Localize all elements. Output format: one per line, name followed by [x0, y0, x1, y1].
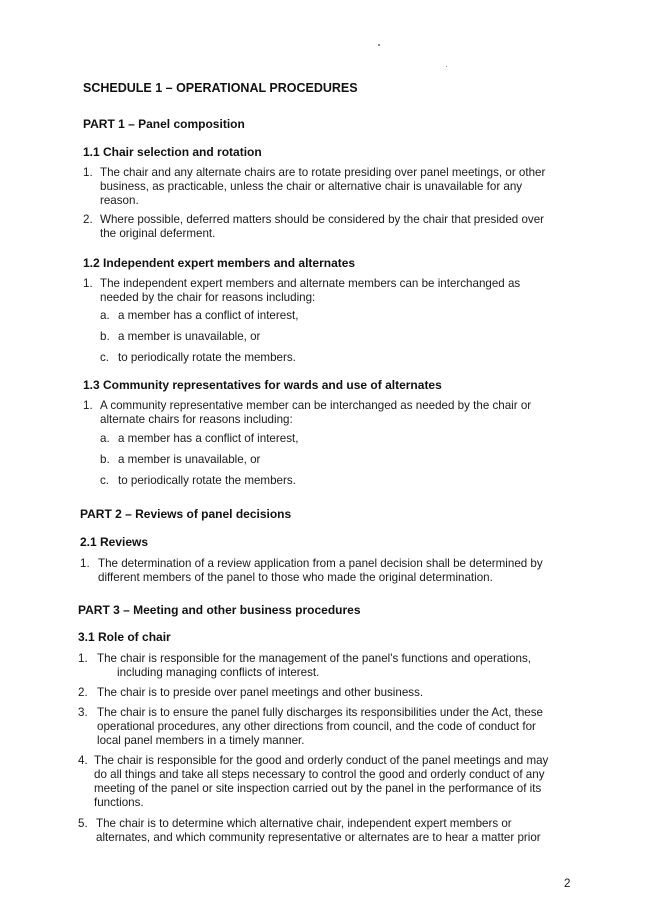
list-item-text: The chair is to determine which alternative chair, independent expert members or [96, 817, 512, 830]
list-number: 3. [78, 706, 88, 719]
sublist-item-text: a member has a conflict of interest, [118, 309, 299, 322]
section-3-1-heading: 3.1 Role of chair [78, 630, 171, 644]
sublist-item-text: a member is unavailable, or [118, 330, 261, 343]
sublist-item-text: to periodically rotate the members. [118, 351, 296, 364]
section-2-1-heading: 2.1 Reviews [80, 535, 149, 549]
list-number: 1. [80, 557, 90, 570]
section-1-1-heading: 1.1 Chair selection and rotation [83, 145, 262, 159]
section-1-2-heading: 1.2 Independent expert members and alternates [83, 256, 356, 270]
list-number: 1. [83, 277, 93, 290]
list-item-text: Where possible, deferred matters should be considered by the chair that presided over [100, 213, 545, 226]
list-item-text: business, as practicable, unless the chair or alternative chair is unavailable for any [100, 180, 523, 193]
list-item-text: alternate chairs for reasons including: [100, 413, 293, 426]
list-item-text: The determination of a review application from a panel decision shall be determined by [98, 557, 543, 570]
sublist-letter: c. [100, 474, 110, 487]
list-item-text: The chair and any alternate chairs are to rotate presiding over panel meetings, or other [100, 166, 546, 179]
list-item-text: meeting of the panel or site inspection carried out by the panel in the performance of its [94, 782, 542, 795]
page-number: 2 [564, 877, 571, 890]
sublist-letter: b. [100, 453, 110, 466]
sublist-letter: b. [100, 330, 110, 343]
list-item-text: different members of the panel to those who made the original determination. [98, 571, 493, 584]
scan-speck [378, 44, 380, 46]
list-item-text: A community representative member can be interchanged as needed by the chair or [100, 399, 532, 412]
list-item-text: The chair is to preside over panel meetings and other business. [97, 686, 424, 699]
part3-heading: PART 3 – Meeting and other business procedures [78, 603, 361, 617]
list-number: 5. [78, 817, 88, 830]
list-number: 4. [78, 754, 88, 767]
list-item-text: operational procedures, any other directions from council, and the code of conduct for [97, 720, 536, 733]
list-item-text: The independent expert members and alternate members can be interchanged as [100, 277, 521, 290]
list-item-text: including managing conflicts of interest. [117, 666, 320, 679]
sublist-item-text: a member has a conflict of interest, [118, 432, 299, 445]
scan-speck [446, 66, 447, 67]
list-number: 1. [83, 166, 93, 179]
sublist-letter: a. [100, 309, 110, 322]
list-item-text: The chair is responsible for the good and orderly conduct of the panel meetings and may [94, 754, 549, 767]
list-item-text: alternates, and which community representative or alternates are to hear a matter prior [96, 831, 541, 844]
list-item-text: local panel members in a timely manner. [97, 734, 305, 747]
list-item-text: The chair is responsible for the management of the panel's functions and operations, [97, 652, 532, 665]
sublist-item-text: to periodically rotate the members. [118, 474, 296, 487]
list-number: 2. [83, 213, 93, 226]
list-number: 1. [78, 652, 88, 665]
list-item-text: needed by the chair for reasons including: [100, 291, 316, 304]
sublist-item-text: a member is unavailable, or [118, 453, 261, 466]
sublist-letter: c. [100, 351, 110, 364]
list-item-text: reason. [100, 194, 139, 207]
list-item-text: The chair is to ensure the panel fully discharges its responsibilities under the Act, these [97, 706, 543, 719]
list-item-text: the original deferment. [100, 227, 216, 240]
part1-heading: PART 1 – Panel composition [83, 117, 245, 131]
section-1-3-heading: 1.3 Community representatives for wards and use of alternates [83, 378, 442, 392]
part2-heading: PART 2 – Reviews of panel decisions [80, 507, 292, 521]
list-item-text: functions. [94, 796, 144, 809]
schedule-title: SCHEDULE 1 – OPERATIONAL PROCEDURES [83, 81, 358, 95]
list-number: 1. [83, 399, 93, 412]
list-item-text: do all things and take all steps necessary to control the good and orderly conduct of any [94, 768, 545, 781]
sublist-letter: a. [100, 432, 110, 445]
list-number: 2. [78, 686, 88, 699]
